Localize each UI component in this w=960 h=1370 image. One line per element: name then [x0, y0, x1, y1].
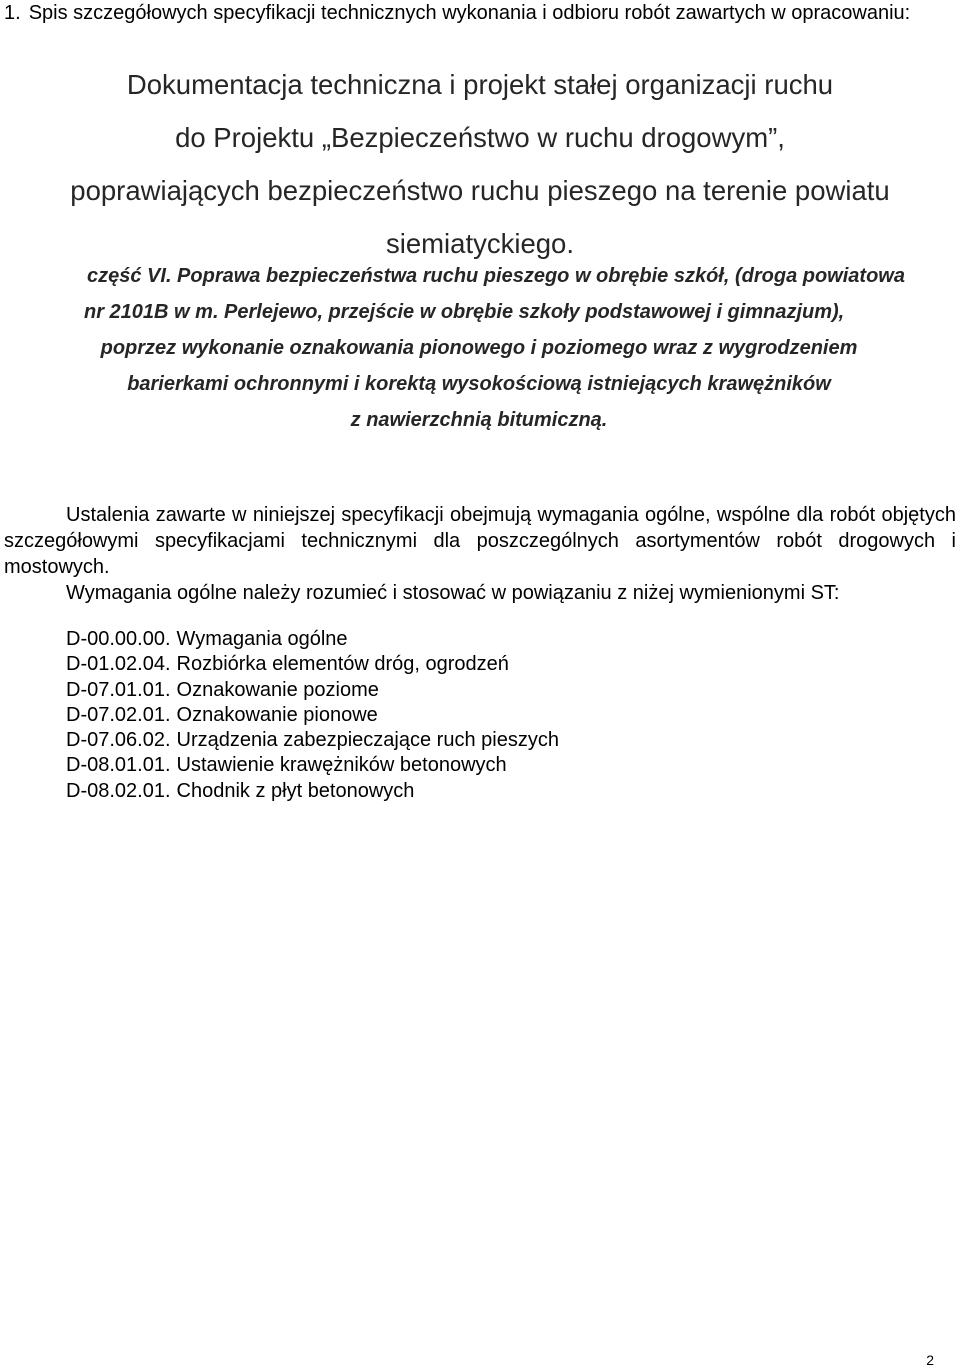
- specification-list: [66, 627, 946, 804]
- spec-code: D-01.02.04.: [66, 653, 171, 676]
- spec-name: Wymagania ogólne: [176, 628, 348, 650]
- part-description-line: barierkami ochronnymi i korektą wysokościową istniejących krawężników: [127, 373, 831, 395]
- list-item: [66, 728, 946, 753]
- spec-name: Urządzenia zabezpieczające ruch pieszych: [176, 729, 559, 752]
- project-title-line: siemiatyckiego.: [386, 228, 574, 259]
- intro-paragraph: Ustalenia zawarte w niniejszej specyfikacji obejmują wymagania ogólne, wspólne dla robót objętych szczegółowymi specyfikacjami technicznymi dla poszczególnych asortymentów robót drogowych i mostowych.: [4, 504, 956, 578]
- section-heading-text: Spis szczegółowych specyfikacji technicznych wykonania i odbioru robót zawartych w opracowaniu:: [28, 2, 911, 24]
- spec-code: D-07.02.01.: [66, 703, 171, 726]
- section-number: 1.: [4, 2, 21, 24]
- spec-code: D-00.00.00.: [66, 628, 171, 650]
- project-title-line: do Projektu „Bezpieczeństwo w ruchu drogowym”,: [175, 122, 785, 153]
- spec-code: D-07.06.02.: [66, 729, 171, 752]
- project-title: [0, 58, 960, 270]
- intro-text: [4, 502, 956, 606]
- part-description-line: część VI. Poprawa bezpieczeństwa ruchu pieszego w obrębie szkół, (droga powiatowa: [87, 265, 905, 287]
- list-item: [66, 678, 946, 703]
- spec-name: Rozbiórka elementów dróg, ogrodzeń: [176, 653, 509, 676]
- spec-name: Chodnik z płyt betonowych: [176, 779, 415, 802]
- section-heading: [4, 0, 956, 26]
- list-item: [66, 627, 946, 652]
- project-title-line: poprawiających bezpieczeństwo ruchu pieszego na terenie powiatu: [70, 175, 890, 206]
- list-item: [66, 703, 946, 728]
- spec-name: Oznakowanie pionowe: [176, 703, 378, 726]
- part-description-line: poprzez wykonanie oznakowania pionowego i poziomego wraz z wygrodzeniem: [100, 337, 858, 359]
- part-description-line: nr 2101B w m. Perlejewo, przejście w obrębie szkoły podstawowej i gimnazjum),: [84, 301, 845, 323]
- part-description: [86, 258, 958, 438]
- spec-code: D-08.02.01.: [66, 779, 171, 802]
- part-description-line: z nawierzchnią bitumiczną.: [350, 409, 608, 431]
- page-number: 2: [926, 1352, 934, 1368]
- spec-name: Ustawienie krawężników betonowych: [176, 754, 507, 777]
- intro-paragraph: Wymagania ogólne należy rozumieć i stosować w powiązaniu z niżej wymienionymi ST:: [66, 582, 840, 604]
- spec-name: Oznakowanie poziome: [176, 678, 379, 701]
- list-item: [66, 779, 946, 804]
- spec-code: D-07.01.01.: [66, 678, 171, 701]
- list-item: [66, 753, 946, 778]
- list-item: [66, 652, 946, 677]
- project-title-line: Dokumentacja techniczna i projekt stałej organizacji ruchu: [126, 69, 834, 100]
- spec-code: D-08.01.01.: [66, 754, 171, 777]
